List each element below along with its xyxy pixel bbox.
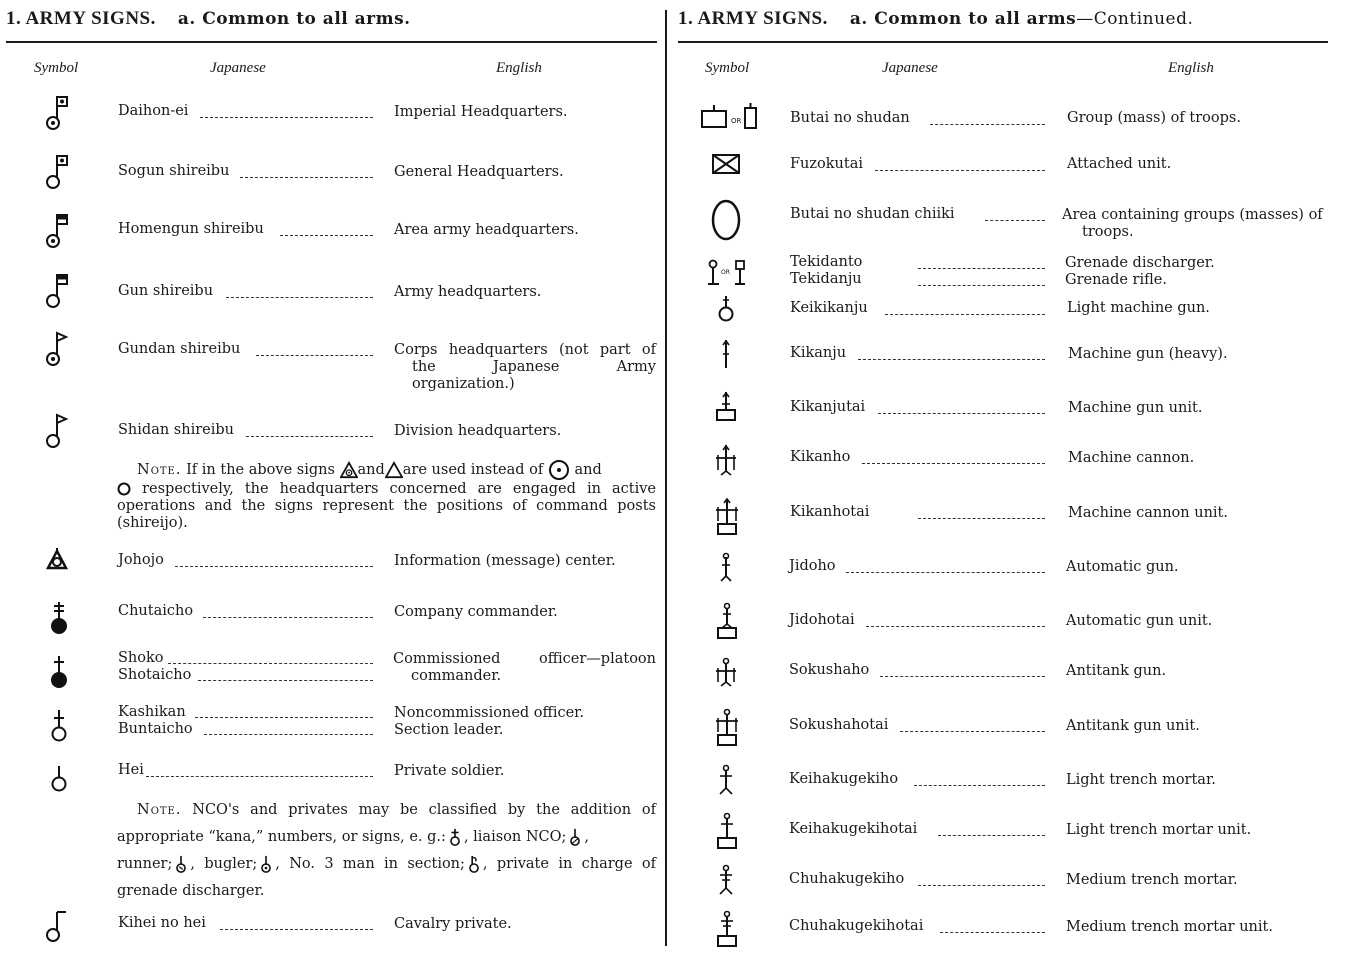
japanese-term: Keihakugekiho — [789, 771, 899, 787]
japanese-header: Japanese — [882, 60, 938, 76]
japanese-term: Chuhakugekihotai — [789, 918, 924, 934]
area-army-hq-icon — [44, 214, 70, 250]
english-term: Area containing groups (masses) of troops. — [1062, 207, 1323, 240]
english-term: Medium trench mortar unit. — [1066, 919, 1273, 935]
information-center-icon — [44, 548, 70, 584]
japanese-term: Sogun shireibu — [118, 163, 230, 179]
general-hq-icon — [44, 155, 70, 191]
japanese-term: Gundan shireibu — [118, 341, 241, 357]
private-soldier-icon — [46, 758, 72, 794]
japanese-term: Shoko Shotaicho — [118, 650, 192, 683]
grenade-private-icon — [465, 854, 483, 874]
english-term: Antitank gun. — [1066, 663, 1167, 679]
circle-icon — [117, 482, 131, 496]
commissioned-officer-icon — [46, 654, 72, 690]
japanese-term: Sokushaho — [789, 662, 870, 678]
japanese-term: Homengun shireibu — [118, 221, 264, 237]
english-term: Corps headquarters (not part of the Japanese Army organization.) — [394, 342, 656, 392]
english-term: Automatic gun. — [1066, 559, 1179, 575]
japanese-term: Kikanju — [790, 345, 847, 361]
japanese-term: Johojo — [118, 552, 164, 568]
japanese-term: Shidan shireibu — [118, 422, 234, 438]
english-term: Company commander. — [394, 604, 558, 620]
english-header: English — [496, 60, 542, 76]
japanese-term: Butai no shudan chiiki — [790, 206, 955, 222]
japanese-term: Kikanho — [790, 449, 851, 465]
army-hq-icon — [44, 274, 70, 310]
english-term: Army headquarters. — [394, 284, 542, 300]
light-machine-gun-icon — [713, 292, 739, 328]
corps-hq-icon — [44, 332, 70, 368]
machine-cannon-icon — [713, 443, 739, 479]
japanese-term: Daihon-ei — [118, 103, 189, 119]
heavy-machine-gun-icon — [713, 338, 739, 374]
section-subtitle: a. Common to all arms — [849, 9, 1077, 29]
english-term: Automatic gun unit. — [1066, 613, 1213, 629]
english-term: Imperial Headquarters. — [394, 104, 568, 120]
japanese-term: Kihei no hei — [118, 915, 206, 931]
attached-unit-icon — [711, 152, 741, 178]
japanese-term: Hei — [118, 762, 144, 778]
symbol-header: Symbol — [34, 60, 79, 76]
troop-group-icon — [700, 102, 760, 132]
machine-gun-unit-icon — [713, 390, 739, 426]
left-column-title — [6, 8, 411, 30]
english-term: Antitank gun unit. — [1066, 718, 1200, 734]
nco-icon — [46, 708, 72, 744]
english-term: Machine gun unit. — [1068, 400, 1203, 416]
svg-text:OR: OR — [731, 117, 742, 125]
note-headquarters: Note. If in the above signs and are used instead of and respectively, the headquarters concerned are engaged in active operations and the signs represent the positions of command posts (shireijo). — [117, 459, 656, 532]
english-term: Grenade discharger. Grenade rifle. — [1065, 255, 1215, 288]
english-term: Information (message) center. — [394, 553, 616, 569]
english-term: Private soldier. — [394, 763, 505, 779]
english-term: Machine cannon. — [1068, 450, 1195, 466]
japanese-term: Sokushahotai — [789, 717, 889, 733]
cavalry-private-icon — [44, 908, 70, 944]
japanese-term: Jidoho — [789, 558, 836, 574]
english-term: Group (mass) of troops. — [1067, 110, 1241, 126]
continued-label: —Continued. — [1076, 9, 1194, 29]
light-trench-mortar-icon — [713, 764, 739, 800]
liaison-nco-icon — [566, 827, 584, 847]
english-term: Attached unit. — [1067, 156, 1172, 172]
note-classification: Note. NCO's and privates may be classified by the addition of appropriate “kana,” numbers, or signs, e. g.: , liaison NCO; , runner; , bugler; , No. 3 man in section; , private in charge of grenade discharger. — [117, 802, 656, 899]
japanese-term: Jidohotai — [789, 612, 855, 628]
antitank-gun-unit-icon — [713, 708, 741, 748]
header-rule-left — [6, 41, 657, 43]
troop-area-icon — [710, 198, 742, 242]
japanese-term: Keihakugekihotai — [789, 821, 918, 837]
header-rule-right — [678, 41, 1328, 43]
column-divider — [665, 10, 667, 946]
japanese-term: Chuhakugekiho — [789, 871, 905, 887]
medium-trench-mortar-unit-icon — [713, 910, 741, 948]
japanese-term: Keikikanju — [790, 300, 868, 316]
english-term: Medium trench mortar. — [1066, 872, 1238, 888]
english-term: Cavalry private. — [394, 916, 512, 932]
division-hq-icon — [44, 414, 70, 450]
bugler-icon — [257, 854, 275, 874]
english-term: Area army headquarters. — [394, 222, 579, 238]
english-term: Light machine gun. — [1067, 300, 1210, 316]
section-title: 1. ARMY SIGNS. — [6, 8, 156, 29]
antitank-gun-icon — [713, 656, 739, 692]
japanese-term: Kashikan Buntaicho — [118, 704, 193, 737]
japanese-term: Kikanhotai — [790, 504, 870, 520]
right-column-title — [678, 8, 1193, 30]
japanese-term: Tekidanto Tekidanju — [790, 254, 863, 287]
japanese-term: Gun shireibu — [118, 283, 214, 299]
machine-cannon-unit-icon — [713, 497, 741, 537]
english-term: Commissioned officer—platoon commander. — [393, 651, 656, 684]
nco-marked-icon — [446, 827, 464, 847]
english-term: General Headquarters. — [394, 164, 564, 180]
imperial-hq-icon — [44, 96, 70, 132]
japanese-term: Kikanjutai — [790, 399, 866, 415]
japanese-term: Fuzokutai — [790, 156, 864, 172]
runner-icon — [172, 854, 190, 874]
english-term: Division headquarters. — [394, 423, 562, 439]
section-title: 1. ARMY SIGNS. — [678, 8, 828, 29]
company-commander-icon — [46, 600, 72, 636]
section-subtitle: a. Common to all arms. — [177, 9, 411, 29]
light-trench-mortar-unit-icon — [713, 812, 741, 850]
english-term: Machine gun (heavy). — [1068, 346, 1228, 362]
japanese-term: Butai no shudan — [790, 110, 910, 126]
japanese-term: Chutaicho — [118, 603, 194, 619]
english-term: Light trench mortar unit. — [1066, 822, 1252, 838]
automatic-gun-unit-icon — [713, 602, 741, 640]
symbol-header: Symbol — [705, 60, 750, 76]
english-header: English — [1168, 60, 1214, 76]
japanese-header: Japanese — [210, 60, 266, 76]
dotted-circle-icon — [548, 459, 570, 481]
triangle-icon — [385, 460, 403, 480]
english-term: Machine cannon unit. — [1068, 505, 1228, 521]
automatic-gun-icon — [713, 551, 739, 587]
grenade-discharger-icon — [707, 258, 749, 288]
triangle-filled-circle-icon — [340, 460, 358, 480]
svg-text:OR: OR — [721, 269, 730, 276]
english-term: Noncommissioned officer. Section leader. — [394, 705, 585, 738]
medium-trench-mortar-icon — [713, 864, 739, 900]
english-term: Light trench mortar. — [1066, 772, 1216, 788]
